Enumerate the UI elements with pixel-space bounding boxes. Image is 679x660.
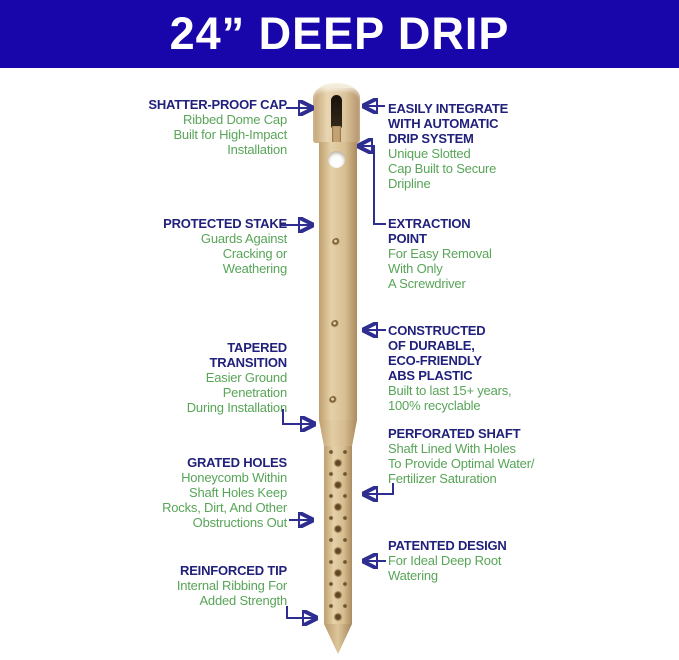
annotation-desc: Cap Built to Secure (388, 161, 497, 176)
annotation-title: PROTECTED STAKE (163, 216, 287, 231)
annotation-title: REINFORCED TIP (180, 563, 287, 578)
stake-upper-shaft (319, 142, 357, 420)
annotation-desc: Shaft Holes Keep (189, 485, 287, 500)
annotation-title: ECO-FRIENDLY (388, 353, 482, 368)
annotation-patented-design (388, 538, 668, 583)
annotation-desc: Built for High-Impact (173, 127, 287, 142)
annotation-desc: Penetration (222, 385, 287, 400)
annotation-title: TRANSITION (209, 355, 287, 370)
annotation-grated-holes (37, 455, 287, 530)
annotation-desc: Shaft Lined With Holes (388, 441, 516, 456)
cap-slot-groove (332, 126, 341, 143)
annotation-desc: During Installation (186, 400, 287, 415)
annotation-desc: With Only (388, 261, 443, 276)
annotation-reinforced-tip (37, 563, 287, 608)
annotation-desc: 100% recyclable (388, 398, 481, 413)
annotation-title: SHATTER-PROOF CAP (148, 97, 287, 112)
stake-tapered-transition (319, 420, 357, 446)
annotation-title: DRIP SYSTEM (388, 131, 474, 146)
annotation-easily-integrate (388, 101, 668, 191)
annotation-title: PERFORATED SHAFT (388, 426, 521, 441)
annotation-desc: A Screwdriver (388, 276, 466, 291)
annotation-extraction-point (388, 216, 668, 291)
header-banner (0, 0, 679, 68)
annotation-desc: Weathering (222, 261, 287, 276)
annotation-desc: Fertilizer Saturation (388, 471, 497, 486)
annotation-desc: Rocks, Dirt, And Other (162, 500, 287, 515)
stake-reinforced-tip (324, 624, 352, 654)
annotation-title: EXTRACTION (388, 216, 471, 231)
stake-perforated-shaft (324, 446, 352, 624)
annotation-title: CONSTRUCTED (388, 323, 486, 338)
annotation-desc: For Ideal Deep Root (388, 553, 502, 568)
annotation-title: OF DURABLE, (388, 338, 475, 353)
annotation-desc: Obstructions Out (192, 515, 287, 530)
annotation-title: PATENTED DESIGN (388, 538, 507, 553)
arrow-reinforced-tip (287, 606, 314, 618)
annotation-desc: Installation (227, 142, 287, 157)
annotation-title: WITH AUTOMATIC (388, 116, 499, 131)
screw-hole-3 (329, 396, 338, 405)
annotation-title: GRATED HOLES (187, 455, 287, 470)
cap-dripline-slot (331, 95, 342, 128)
screw-hole-1 (332, 238, 341, 247)
annotation-constructed-abs-plastic (388, 323, 668, 413)
arrow-extraction-point (361, 146, 386, 224)
annotation-perforated-shaft (388, 426, 668, 486)
annotation-desc: Honeycomb Within (181, 470, 287, 485)
annotation-desc: Guards Against (200, 231, 287, 246)
annotation-title: EASILY INTEGRATE (388, 101, 509, 116)
annotation-desc: Internal Ribbing For (176, 578, 287, 593)
annotation-desc: Ribbed Dome Cap (183, 112, 287, 127)
annotation-desc: For Easy Removal (388, 246, 492, 261)
annotation-desc: Easier Ground (205, 370, 287, 385)
annotation-desc: Cracking or (222, 246, 287, 261)
extraction-screw-hole (328, 151, 345, 168)
annotation-title: ABS PLASTIC (388, 368, 473, 383)
arrow-tapered-transition (283, 409, 312, 424)
screw-hole-2 (331, 320, 340, 329)
annotation-desc: Dripline (388, 176, 431, 191)
annotation-desc: Added Strength (199, 593, 287, 608)
annotation-title: TAPERED (227, 340, 287, 355)
annotation-shatter-proof-cap (37, 97, 287, 157)
annotation-tapered-transition (37, 340, 287, 415)
annotation-protected-stake (37, 216, 287, 276)
annotation-title: POINT (388, 231, 427, 246)
annotation-desc: Built to last 15+ years, (388, 383, 512, 398)
annotation-desc: To Provide Optimal Water/ (388, 456, 535, 471)
annotation-desc: Unique Slotted (388, 146, 471, 161)
page-title: 24” DEEP DRIP (169, 8, 510, 59)
annotation-desc: Watering (388, 568, 438, 583)
